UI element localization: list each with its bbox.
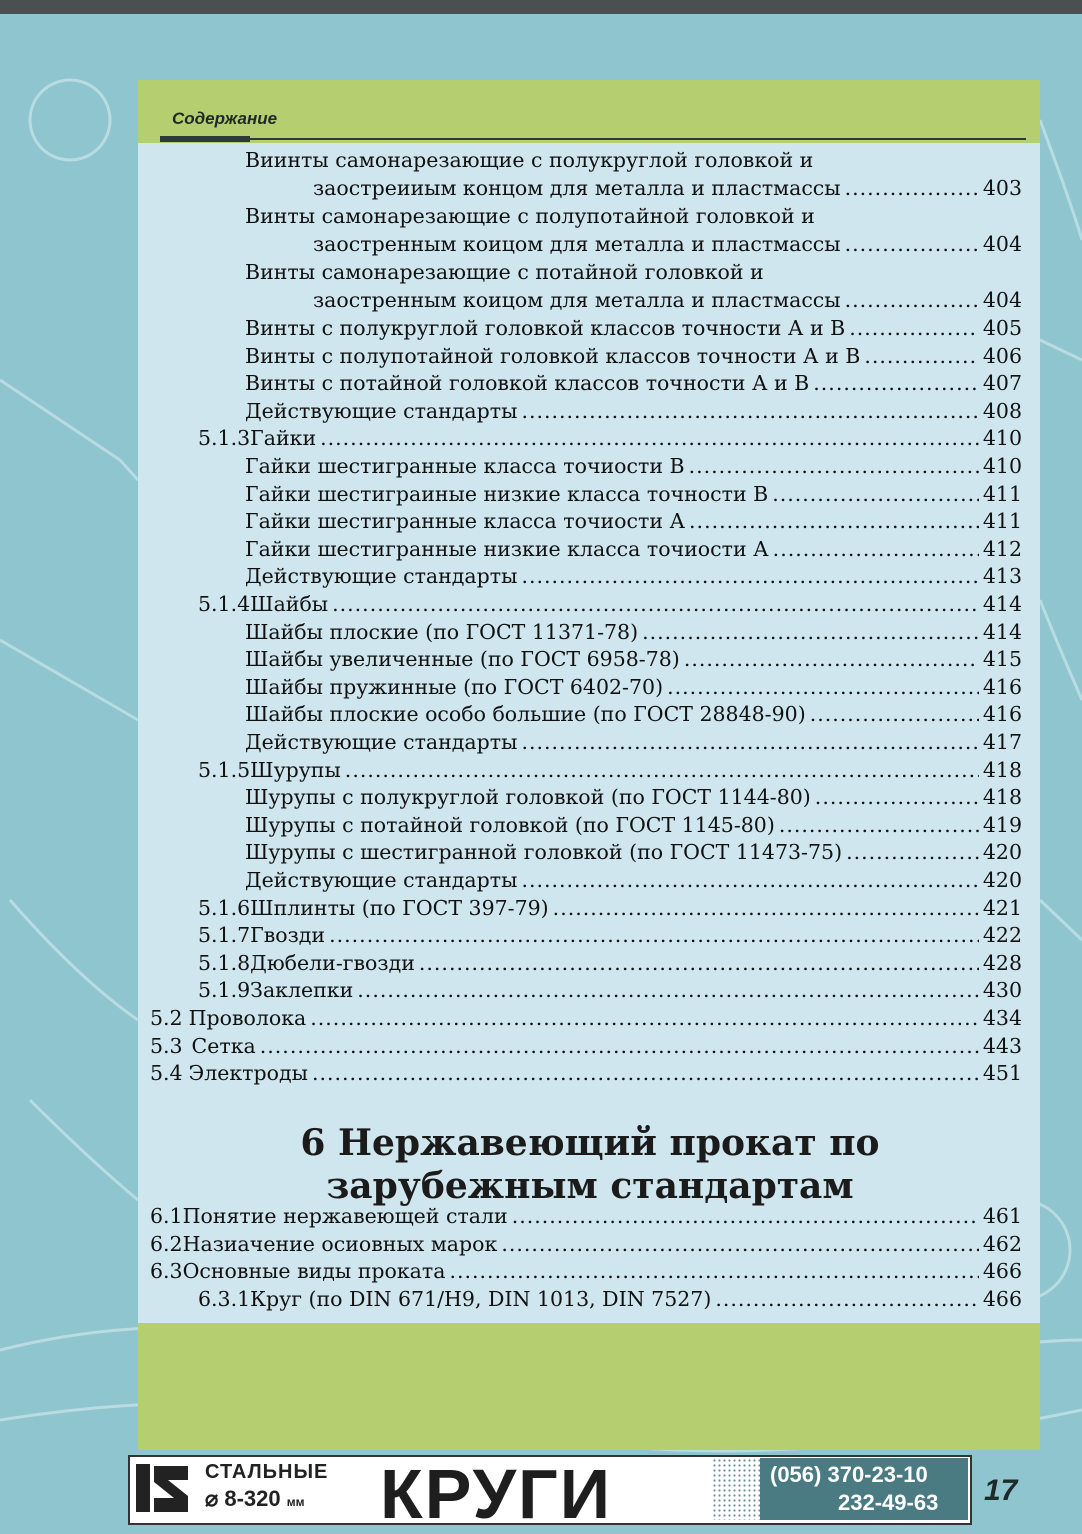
toc-entry-title: Действующие стандарты — [245, 564, 518, 589]
toc-entry — [150, 1006, 1022, 1034]
toc-entry-title: Гайки шестиграиные низкие класса точности В — [245, 481, 769, 506]
toc-entry-page: 412 — [982, 536, 1022, 561]
toc-entry-number: 5.2 — [150, 1006, 183, 1030]
toc-entry — [245, 564, 1022, 592]
toc-entry-title: Гайки шестигранные низкие класса точиости А — [245, 536, 769, 561]
toc-entry-title: Основные виды проката — [182, 1259, 446, 1283]
toc-entry — [150, 1232, 1022, 1260]
toc-leader-dots — [332, 592, 979, 616]
toc-leader-dots — [864, 344, 979, 368]
toc-entry-title: Шайбы плоские (по ГОСТ 11371-78) — [245, 619, 639, 644]
toc-entry-title: Винты с потайной головкой классов точности А и В — [245, 371, 810, 396]
toc-entry — [150, 1259, 1022, 1287]
toc-entry-title: Шурупы — [250, 757, 341, 782]
toc-leader-dots — [813, 371, 979, 395]
toc-leader-dots — [779, 813, 979, 837]
toc-entry-number: 5.1.9 — [198, 978, 251, 1003]
toc-entry-page: 421 — [982, 895, 1022, 920]
toc-entry-number: 5.1.4 — [198, 592, 251, 616]
toc-entry-number: 6.2 — [150, 1231, 183, 1256]
toc-leader-dots — [553, 896, 979, 920]
toc-entry-page: 451 — [982, 1061, 1022, 1086]
toc-entry — [245, 260, 1022, 288]
toc-entry — [245, 647, 1022, 675]
toc-entry-title: Виинты самонарезающие с полукруглой головкой и — [245, 148, 814, 172]
brand-tagline: СТАЛЬНЫЕ — [205, 1461, 329, 1483]
toc-entry — [198, 923, 1022, 951]
toc-entry-title: Проволока — [188, 1006, 307, 1030]
toc-entry-title: Шайбы плоские особо большие (по ГОСТ 28848-90) — [245, 702, 806, 727]
toc-entry-title: Гвозди — [250, 923, 326, 948]
toc-leader-dots — [329, 923, 979, 947]
toc-entry-page: 418 — [982, 785, 1022, 810]
toc-entry — [198, 978, 1022, 1006]
toc-entry — [150, 1061, 1022, 1089]
toc-entry — [245, 509, 1022, 537]
toc-entry — [245, 840, 1022, 868]
toc-leader-dots — [521, 399, 978, 423]
toc-entry-page: 415 — [982, 647, 1022, 672]
toc-entry-number: 6.3 — [150, 1259, 183, 1283]
toc-leader-dots — [521, 564, 978, 588]
toc-entry — [245, 204, 1022, 232]
toc-leader-dots — [689, 454, 979, 478]
toc-entry-title: Круг (по DIN 671/H9, DIN 1013, DIN 7527) — [250, 1286, 712, 1311]
toc-entry-title: Действующие стандарты — [245, 868, 518, 892]
toc-entry — [245, 675, 1022, 703]
toc-entry-page: 434 — [982, 1006, 1022, 1030]
toc-entry — [245, 371, 1022, 399]
toc-entry-title: Шайбы — [250, 592, 329, 616]
toc-entry-page: 413 — [982, 564, 1022, 589]
toc-entry — [198, 951, 1022, 979]
toc-entry-title: Сетка — [191, 1033, 256, 1058]
toc-entry-title: Шурупы с шестигранной головкой (по ГОСТ 11473-75) — [245, 840, 843, 865]
toc-entry-page: 404 — [982, 288, 1022, 312]
toc-entry-title: Заклепки — [250, 978, 354, 1003]
toc-entry-number: 5.1.8 — [198, 950, 251, 975]
toc-leader-dots — [846, 840, 979, 864]
toc-entry-page: 428 — [982, 950, 1022, 975]
toc-entry — [245, 316, 1022, 344]
toc-entry-page: 405 — [982, 316, 1022, 340]
brand-size-range: ⌀ 8-320 мм — [205, 1486, 305, 1511]
toc-entry — [245, 785, 1022, 813]
toc-leader-dots — [815, 785, 979, 809]
toc-entry-page: 414 — [982, 619, 1022, 644]
toc-entry — [245, 148, 1022, 176]
brand-logo-icon — [134, 1462, 190, 1514]
toc-entry-title: Гайки шестигранные класса точиости А — [245, 509, 686, 534]
toc-leader-dots — [845, 288, 979, 312]
toc-leader-dots — [312, 1061, 979, 1085]
toc-entry-title: Шурупы с потайной головкой (по ГОСТ 1145-80) — [245, 812, 775, 837]
toc-leader-dots — [521, 730, 978, 754]
toc-entry-page: 416 — [982, 674, 1022, 699]
toc-entry-page: 462 — [982, 1231, 1022, 1256]
toc-entry-number: 5.1.3 — [198, 426, 251, 451]
toc-entry-number: 6.1 — [150, 1204, 183, 1228]
toc-leader-dots — [260, 1034, 979, 1058]
toc-leader-dots — [449, 1259, 978, 1283]
toc-entry-title: Шплинты (по ГОСТ 397-79) — [250, 895, 549, 920]
toc-entry — [198, 426, 1022, 454]
toc-leader-dots — [849, 316, 979, 340]
toc-entry-title: заостренным коицом для металла и пластмассы — [313, 232, 841, 256]
toc-entry-title: Шайбы пружинные (по ГОСТ 6402-70) — [245, 674, 664, 699]
toc-entry-title: Гайки — [250, 426, 317, 451]
toc-entry — [313, 176, 1022, 204]
toc-entry-page: 466 — [982, 1286, 1022, 1311]
toc-entry-page: 410 — [982, 426, 1022, 451]
toc-entry — [245, 482, 1022, 510]
chapter-title-line-1: 6 Нержавеющий прокат по — [300, 1122, 880, 1164]
toc-entry-page: 422 — [982, 923, 1022, 948]
toc-entry-title: Винты с полукруглой головкой классов точности А и В — [245, 316, 846, 340]
toc-entry-page: 420 — [982, 840, 1022, 865]
toc-leader-dots — [310, 1006, 979, 1030]
toc-leader-dots — [845, 232, 979, 256]
toc-leader-dots — [521, 868, 978, 892]
toc-entry-title: Действующие стандарты — [245, 398, 518, 423]
toc-entry — [198, 592, 1022, 620]
toc-entry — [150, 1034, 1022, 1062]
toc-entry-page: 419 — [982, 812, 1022, 837]
toc-entry-title: Назиачение осиовных марок — [182, 1231, 498, 1256]
toc-entry — [198, 758, 1022, 786]
toc-entry-number: 5.1.6 — [198, 895, 251, 920]
toc-entry-page: 418 — [982, 757, 1022, 782]
toc-entry-page: 466 — [982, 1259, 1022, 1283]
toc-entry-page: 406 — [982, 343, 1022, 368]
toc-entry-page: 461 — [982, 1204, 1022, 1228]
toc-entry-page: 404 — [982, 232, 1022, 256]
toc-leader-dots — [689, 509, 979, 533]
phone-number-2: 232-49-63 — [838, 1490, 939, 1515]
toc-entry-title: Винты самонарезающие с потайной головкой и — [245, 260, 764, 284]
halftone-pattern — [712, 1458, 762, 1520]
toc-entry — [245, 620, 1022, 648]
toc-entry — [245, 868, 1022, 896]
toc-entry-page: 430 — [982, 978, 1022, 1003]
toc-entry — [313, 232, 1022, 260]
toc-entry — [245, 399, 1022, 427]
toc-leader-dots — [419, 951, 979, 975]
toc-entry-title: Шайбы увеличенные (по ГОСТ 6958-78) — [245, 647, 680, 672]
toc-entry — [245, 730, 1022, 758]
toc-entry-number: 5.4 — [150, 1061, 183, 1086]
toc-entry-page: 414 — [982, 592, 1022, 616]
brand-name: КРУГИ — [380, 1455, 613, 1533]
toc-leader-dots — [320, 426, 979, 450]
toc-leader-dots — [773, 537, 979, 561]
page-number: 17 — [984, 1474, 1018, 1507]
toc-entry-page: 407 — [982, 371, 1022, 396]
toc-leader-dots — [357, 978, 979, 1002]
toc-entry-page: 403 — [982, 176, 1022, 200]
toc-entry — [245, 813, 1022, 841]
toc-leader-dots — [501, 1232, 979, 1256]
toc-entry-page: 410 — [982, 454, 1022, 478]
toc-entry-number: 6.3.1 — [198, 1286, 251, 1311]
toc-entry-title: Понятие нержавеющей стали — [182, 1204, 508, 1228]
toc-entry — [245, 537, 1022, 565]
header-rule — [160, 138, 1026, 140]
toc-leader-dots — [345, 758, 979, 782]
toc-entry-number: 5.1.5 — [198, 757, 251, 782]
toc-entry — [245, 344, 1022, 372]
toc-entry-page: 420 — [982, 868, 1022, 892]
toc-entry-number: 5.1.7 — [198, 923, 251, 948]
chapter-title-line-2: зарубежным стандартам — [326, 1165, 854, 1207]
toc-entry-page: 417 — [982, 730, 1022, 754]
toc-entry-number: 5.3 — [150, 1033, 183, 1058]
toc-leader-dots — [845, 176, 979, 200]
toc-entry-title: Винты с полупотайной головкой классов точности А и В — [245, 343, 861, 368]
section-header: Содержание — [172, 109, 278, 128]
toc-leader-dots — [667, 675, 979, 699]
toc-entry-title: Дюбели-гвозди — [250, 950, 415, 975]
toc-entry — [313, 288, 1022, 316]
toc-entry-page: 411 — [982, 509, 1022, 534]
toc-entry-title: Шурупы с полукруглой головкой (по ГОСТ 1144-80) — [245, 785, 811, 810]
toc-entry-title: Гайки шестигранные класса точиости В — [245, 454, 685, 478]
toc-leader-dots — [772, 482, 979, 506]
toc-entry-title: Электроды — [188, 1061, 308, 1086]
toc-entry-page: 411 — [982, 481, 1022, 506]
toc-entry — [198, 896, 1022, 924]
toc-entry — [198, 1287, 1022, 1315]
toc-entry-title: Действующие стандарты — [245, 730, 518, 754]
toc-entry-title: заостреииым концом для металла и пластмассы — [313, 176, 841, 200]
toc-entry-page: 408 — [982, 398, 1022, 423]
toc-leader-dots — [810, 702, 979, 726]
phone-number-1: (056) 370-23-10 — [770, 1462, 928, 1487]
toc-entry-page: 443 — [982, 1033, 1022, 1058]
toc-entry — [245, 702, 1022, 730]
toc-entry-title: Винты самонарезающие с полупотайной головкой и — [245, 204, 815, 228]
toc-entry-title: заостренным коицом для металла и пластмассы — [313, 288, 841, 312]
toc-leader-dots — [684, 647, 979, 671]
toc-leader-dots — [715, 1287, 979, 1311]
toc-leader-dots — [642, 620, 979, 644]
toc-entry — [245, 454, 1022, 482]
toc-entry-page: 416 — [982, 702, 1022, 727]
